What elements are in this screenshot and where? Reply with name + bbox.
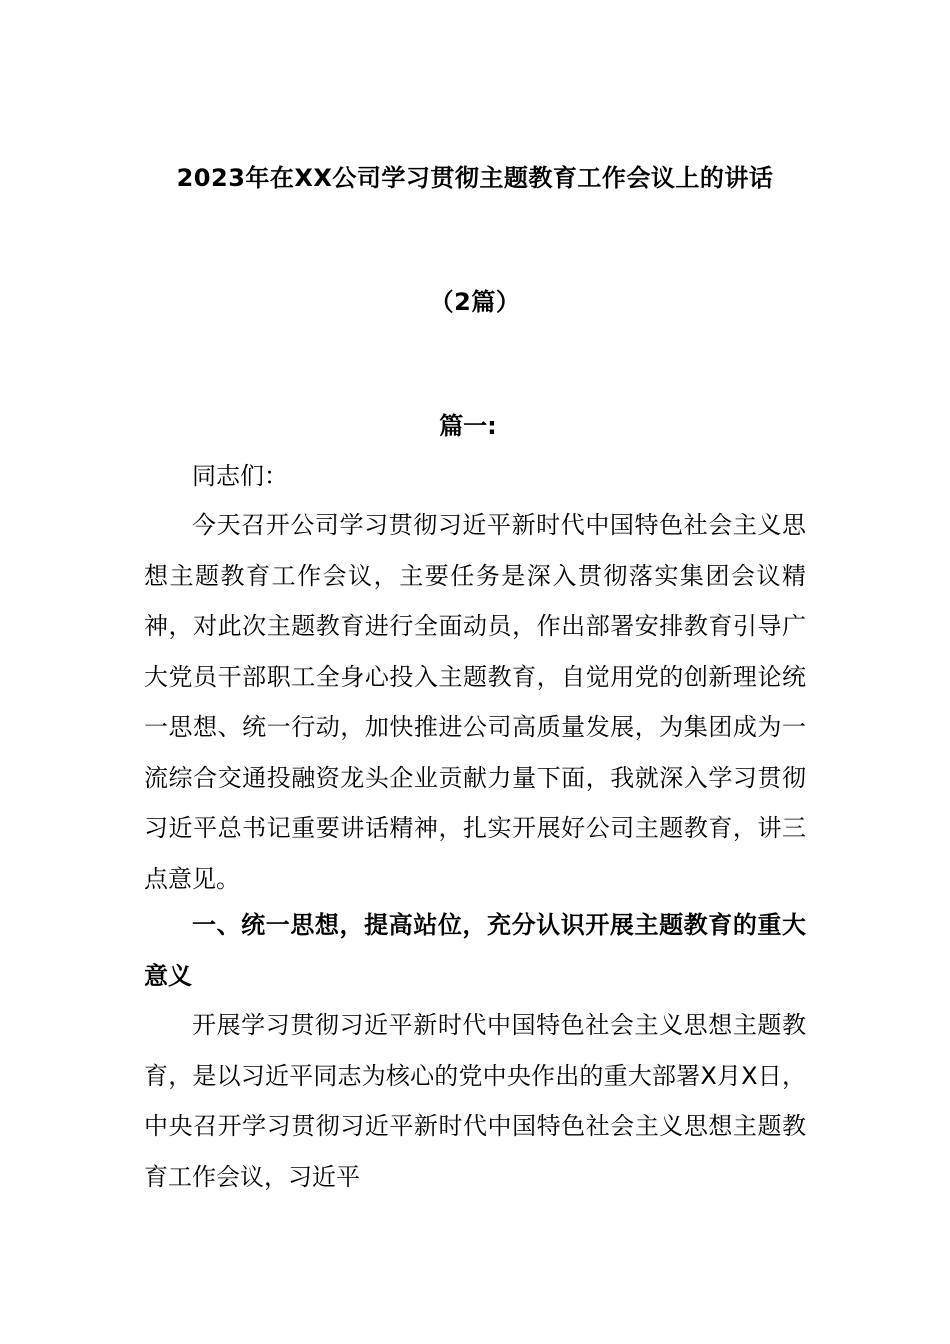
heading-block-1 [144, 900, 806, 1001]
document-subtitle: （2篇） [429, 288, 521, 316]
document-title: 2023年在XX公司学习贯彻主题教育工作会议上的讲话 [176, 164, 774, 192]
greeting: 同志们： [192, 462, 288, 490]
paragraph-block-1 [144, 500, 806, 904]
heading-1: 一、统一思想，提高站位，充分认识开展主题教育的重大意义 [144, 911, 806, 990]
section-heading: 篇一: [439, 412, 497, 440]
paragraph-1: 今天召开公司学习贯彻习近平新时代中国特色社会主义思想主题教育工作会议，主要任务是深入贯彻落实集团会议精神，对此次主题教育进行全面动员，作出部署安排教育引导广大党员干部职工全身心投入主题教育，自觉用党的创新理论统一思想、统一行动，加快推进公司高质量发展，为集团成为一流综合交通投融资龙头企业贡献力量下面，我就深入学习贯彻习近平总书记重要讲话精神，扎实开展好公司主题教育，讲三点意见。 [144, 511, 806, 893]
paragraph-block-2 [144, 1000, 806, 1202]
greeting-block [144, 451, 806, 502]
paragraph-2: 开展学习贯彻习近平新时代中国特色社会主义思想主题教育，是以习近平同志为核心的党中央作出的重大部署X月X日，中央召开学习贯彻习近平新时代中国特色社会主义思想主题教育工作会议，习近平 [144, 1011, 806, 1191]
